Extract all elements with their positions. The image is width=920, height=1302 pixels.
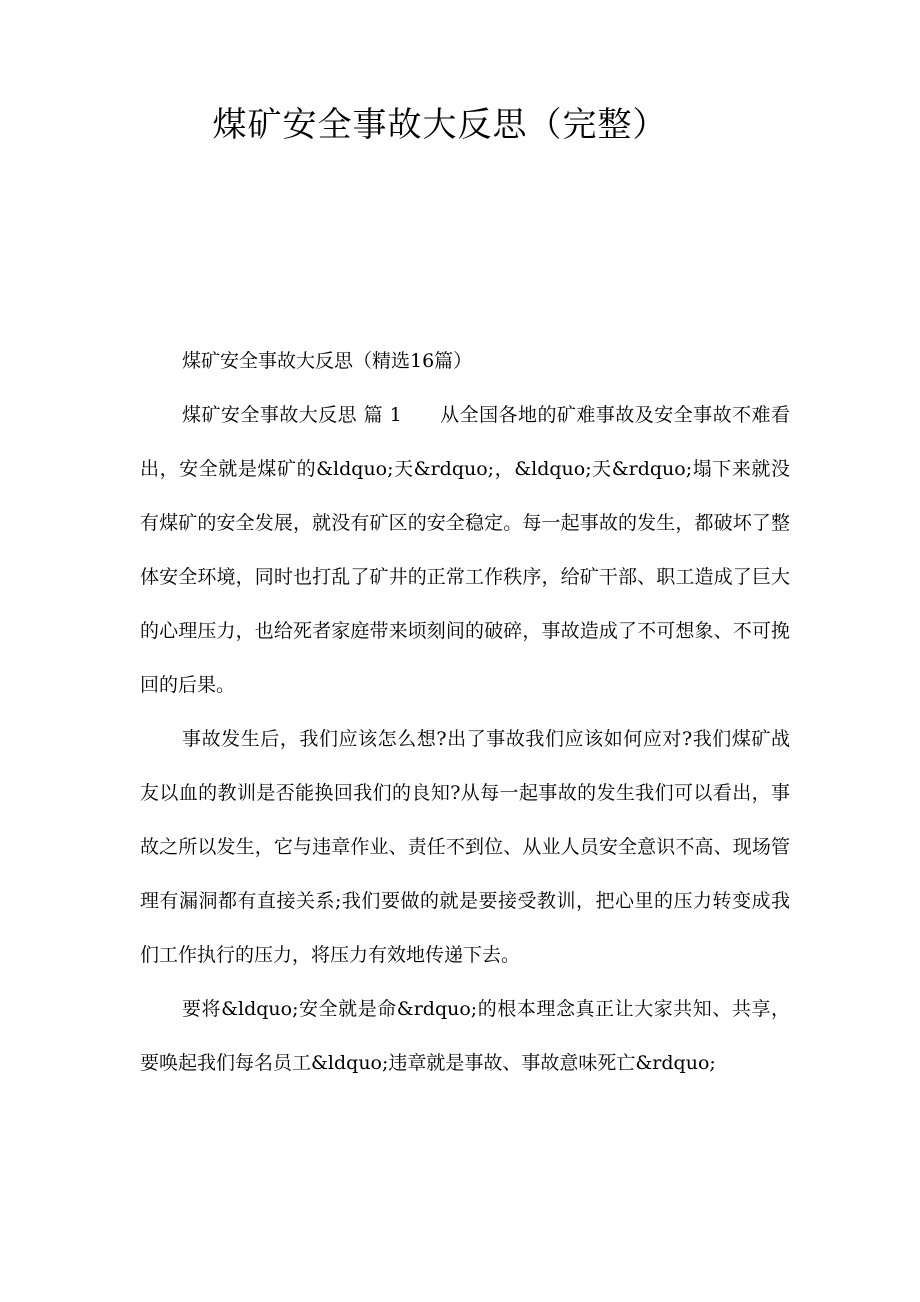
- paragraph-2-text: 事故发生后，我们应该怎么想?出了事故我们应该如何应对?我们煤矿战友以血的教训是否能换回我们的良知?从每一起事故的发生我们可以看出，事故之所以发生，它与违章作业、责任不到位、从业人员安全意识不高、现场管理有漏洞都有直接关系;我们要做的就是要接受教训，把心里的压力转变成我们工作执行的压力，将压力有效地传递下去。: [140, 728, 790, 966]
- document-body: [140, 334, 790, 1090]
- paragraph-3: [140, 982, 790, 1090]
- paragraph-1: [140, 388, 790, 712]
- subtitle: 煤矿安全事故大反思（精选16篇）: [182, 350, 473, 372]
- paragraph-2: [140, 712, 790, 982]
- section-heading: 煤矿安全事故大反思 篇 1: [182, 404, 402, 426]
- document-title: 煤矿安全事故大反思（完整）: [212, 105, 668, 145]
- paragraph-1-text: 从全国各地的矿难事故及安全事故不难看出，安全就是煤矿的&ldquo;天&rdquo;，&ldquo;天&rdquo;塌下来就没有煤矿的安全发展，就没有矿区的安全稳定。每一起事故的发生，都破坏了整体安全环境，同时也打乱了矿井的正常工作秩序，给矿干部、职工造成了巨大的心理压力，也给死者家庭带来顷刻间的破碎，事故造成了不可想象、不可挽回的后果。: [140, 404, 790, 696]
- paragraph-3-text: 要将&ldquo;安全就是命&rdquo;的根本理念真正让大家共知、共享，要唤起我们每名员工&ldquo;违章就是事故、事故意味死亡&rdquo;: [140, 998, 790, 1074]
- subtitle-paragraph: [140, 334, 790, 388]
